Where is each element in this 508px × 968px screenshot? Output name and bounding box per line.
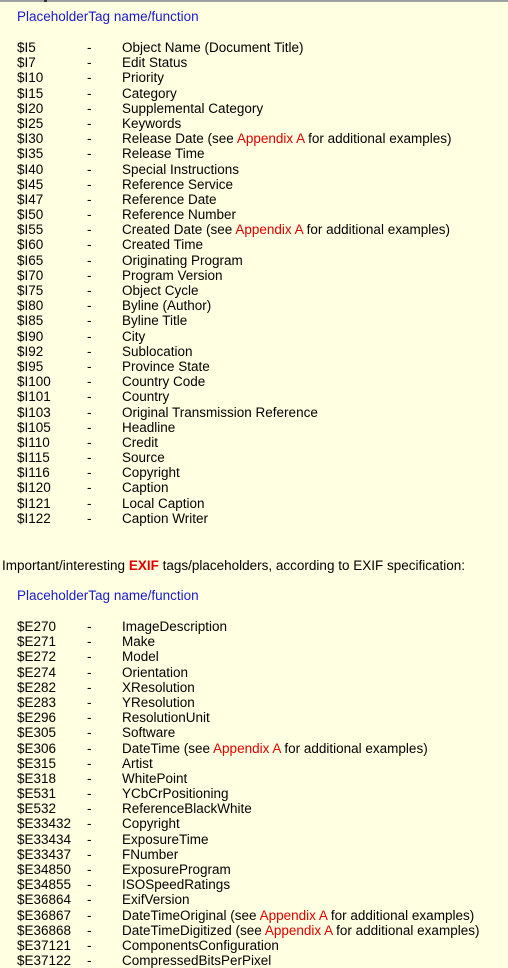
tag-separator: - bbox=[87, 146, 92, 162]
tag-description bbox=[122, 938, 279, 953]
tag-code: $I10 bbox=[17, 70, 44, 86]
tag-separator: - bbox=[87, 40, 92, 55]
tag-description bbox=[122, 389, 169, 404]
appendix-link[interactable]: Appendix A bbox=[259, 907, 328, 923]
tag-code: $I65 bbox=[17, 252, 44, 268]
tag-separator: - bbox=[87, 100, 92, 116]
tag-description-tail: for additional examples) bbox=[302, 222, 450, 238]
tag-description bbox=[122, 923, 479, 938]
tag-code: $I101 bbox=[17, 389, 51, 405]
tag-separator: - bbox=[87, 740, 92, 756]
exif-tag-list bbox=[0, 619, 508, 968]
tag-separator: - bbox=[87, 725, 92, 741]
tag-code: $I20 bbox=[17, 100, 44, 116]
tag-description-text: Category bbox=[122, 85, 177, 101]
tag-description bbox=[122, 237, 203, 252]
tag-separator: - bbox=[87, 907, 92, 923]
tag-description bbox=[122, 695, 195, 710]
tag-description-text: YResolution bbox=[122, 694, 195, 710]
tag-row bbox=[0, 420, 508, 435]
tag-separator: - bbox=[87, 237, 92, 253]
tag-row bbox=[0, 192, 508, 207]
tag-separator: - bbox=[87, 85, 92, 101]
tag-description bbox=[122, 649, 159, 664]
tag-description bbox=[122, 359, 210, 374]
tag-description-text: Reference Service bbox=[122, 176, 234, 192]
tag-code: $E283 bbox=[17, 694, 57, 710]
tag-description bbox=[122, 953, 271, 968]
tag-description-text: Supplemental Category bbox=[122, 100, 264, 116]
tag-code: $E315 bbox=[17, 755, 57, 771]
tag-code: $I120 bbox=[17, 480, 51, 496]
tag-description-text: Source bbox=[122, 450, 165, 466]
tag-row bbox=[0, 40, 508, 55]
tag-description-text: Reference Date bbox=[122, 191, 217, 207]
exif-intro-text bbox=[2, 558, 465, 574]
tag-separator: - bbox=[87, 892, 92, 908]
tag-code: $E296 bbox=[17, 710, 57, 726]
tag-description bbox=[122, 680, 195, 695]
tag-description bbox=[122, 374, 205, 389]
tag-separator: - bbox=[87, 404, 92, 420]
tag-separator: - bbox=[87, 619, 92, 634]
tag-description bbox=[122, 619, 227, 634]
tag-description bbox=[122, 480, 169, 495]
tag-separator: - bbox=[87, 252, 92, 268]
tag-description bbox=[122, 283, 199, 298]
tag-description bbox=[122, 847, 178, 862]
tag-row bbox=[0, 55, 508, 70]
tag-code: $I92 bbox=[17, 343, 44, 359]
tag-row bbox=[0, 847, 508, 862]
tag-separator: - bbox=[87, 328, 92, 344]
tag-description-text: Country Code bbox=[122, 374, 206, 390]
exif-intro-highlight: EXIF bbox=[128, 558, 159, 573]
tag-row bbox=[0, 938, 508, 953]
tag-row bbox=[0, 801, 508, 816]
tag-separator: - bbox=[87, 801, 92, 817]
tag-code: $E271 bbox=[17, 634, 57, 650]
tag-code: $I116 bbox=[17, 465, 50, 481]
tag-description-text: Orientation bbox=[122, 664, 189, 680]
tag-code: $I47 bbox=[17, 191, 44, 207]
tag-code: $E36864 bbox=[17, 892, 72, 908]
appendix-link[interactable]: Appendix A bbox=[213, 740, 281, 756]
tag-row bbox=[0, 480, 508, 495]
tag-description-text: ResolutionUnit bbox=[122, 710, 210, 726]
tag-row bbox=[0, 862, 508, 877]
tag-code: $I80 bbox=[17, 298, 44, 314]
tag-code: $E33437 bbox=[17, 846, 72, 862]
tag-separator: - bbox=[87, 176, 92, 192]
tag-description bbox=[122, 146, 205, 161]
tag-description-text: Byline (Author) bbox=[122, 298, 212, 314]
tag-code: $E318 bbox=[17, 770, 57, 786]
tag-description-text: Caption bbox=[122, 480, 169, 496]
tag-separator: - bbox=[87, 755, 92, 771]
tag-code: $I7 bbox=[17, 55, 36, 71]
tag-description bbox=[122, 801, 252, 816]
tag-row bbox=[0, 131, 508, 146]
tag-separator: - bbox=[87, 207, 92, 223]
tag-row bbox=[0, 680, 508, 695]
tag-code: $I30 bbox=[17, 131, 44, 147]
tag-description-text: Release Time bbox=[122, 146, 205, 162]
tag-code: $E33432 bbox=[17, 816, 72, 832]
tag-description-text: ExposureProgram bbox=[122, 862, 231, 877]
tag-separator: - bbox=[87, 450, 92, 466]
tag-description-text: Edit Status bbox=[122, 55, 188, 71]
tag-row bbox=[0, 253, 508, 268]
tag-code: $E34855 bbox=[17, 877, 72, 893]
tag-code: $E272 bbox=[17, 649, 57, 665]
tag-description-text: Caption Writer bbox=[122, 510, 209, 526]
tag-separator: - bbox=[87, 937, 92, 953]
appendix-link[interactable]: Appendix A bbox=[235, 222, 303, 238]
tag-code: $I110 bbox=[17, 434, 50, 450]
tag-code: $E36867 bbox=[17, 907, 72, 923]
tag-code: $E270 bbox=[17, 619, 57, 634]
tag-description bbox=[122, 862, 231, 877]
tag-description bbox=[122, 101, 263, 116]
tag-row bbox=[0, 374, 508, 389]
tag-separator: - bbox=[87, 191, 92, 207]
tag-description bbox=[122, 405, 318, 420]
tag-description bbox=[122, 222, 450, 237]
tag-row bbox=[0, 892, 508, 907]
tag-code: $E532 bbox=[17, 801, 57, 817]
tag-separator: - bbox=[87, 55, 92, 71]
tag-description-text: ExifVersion bbox=[122, 892, 190, 908]
tag-separator: - bbox=[87, 694, 92, 710]
tag-separator: - bbox=[87, 131, 92, 147]
tag-code: $I115 bbox=[17, 450, 50, 466]
tag-description-text: FNumber bbox=[122, 846, 179, 862]
tag-separator: - bbox=[87, 434, 92, 450]
tag-description bbox=[122, 450, 165, 465]
tag-description-text: Country bbox=[122, 389, 170, 405]
tag-separator: - bbox=[87, 298, 92, 314]
tag-description bbox=[122, 131, 451, 146]
tag-description bbox=[122, 892, 190, 907]
tag-separator: - bbox=[87, 786, 92, 802]
tag-row bbox=[0, 832, 508, 847]
tag-description bbox=[122, 634, 155, 649]
iptc-tag-list bbox=[0, 40, 508, 526]
tag-separator: - bbox=[87, 770, 92, 786]
tag-code: $I105 bbox=[17, 419, 51, 435]
tag-description bbox=[122, 177, 233, 192]
tag-description bbox=[122, 313, 187, 328]
tag-description-text: Priority bbox=[122, 70, 165, 86]
tag-separator: - bbox=[87, 161, 92, 177]
tag-description-text: Local Caption bbox=[122, 495, 205, 511]
tag-row bbox=[0, 207, 508, 222]
tag-separator: - bbox=[87, 267, 92, 283]
tag-description bbox=[122, 268, 223, 283]
tag-separator: - bbox=[87, 70, 92, 86]
tag-description-text: CompressedBitsPerPixel bbox=[122, 953, 272, 968]
tag-code: $E33434 bbox=[17, 831, 72, 847]
tag-description-text: Program Version bbox=[122, 267, 223, 283]
tag-code: $I35 bbox=[17, 146, 44, 162]
tag-description bbox=[122, 162, 239, 177]
tag-code: $I15 bbox=[17, 85, 44, 101]
tag-code: $I70 bbox=[17, 267, 44, 283]
tag-row bbox=[0, 741, 508, 756]
tag-description-text: Object Cycle bbox=[122, 283, 199, 298]
tag-separator: - bbox=[87, 862, 92, 877]
tag-description-text: Credit bbox=[122, 434, 159, 450]
tag-description-text: Province State bbox=[122, 358, 210, 374]
tag-row bbox=[0, 177, 508, 192]
tag-code: $E305 bbox=[17, 725, 57, 741]
tag-separator: - bbox=[87, 419, 92, 435]
tag-row bbox=[0, 435, 508, 450]
tag-separator: - bbox=[87, 343, 92, 359]
tag-description-text: ExposureTime bbox=[122, 831, 209, 847]
tag-row bbox=[0, 405, 508, 420]
tag-description bbox=[122, 496, 205, 511]
tag-description bbox=[122, 253, 243, 268]
tag-separator: - bbox=[87, 816, 92, 832]
tag-description-text: Byline Title bbox=[122, 313, 188, 329]
tag-description bbox=[122, 207, 236, 222]
tag-description-text: Model bbox=[122, 649, 159, 665]
tag-row bbox=[0, 116, 508, 131]
tag-row bbox=[0, 786, 508, 801]
tag-code: $E274 bbox=[17, 664, 57, 680]
tag-row bbox=[0, 710, 508, 725]
tag-row bbox=[0, 816, 508, 831]
tag-separator: - bbox=[87, 115, 92, 131]
tag-description-text: Original Transmission Reference bbox=[122, 404, 318, 420]
tag-description bbox=[122, 877, 230, 892]
tag-description bbox=[122, 116, 181, 131]
tag-description-text: Keywords bbox=[122, 115, 182, 131]
tag-description-text: Created Date (see bbox=[122, 222, 236, 238]
tag-description-text: DateTimeOriginal (see bbox=[122, 907, 260, 923]
tag-description bbox=[122, 665, 188, 680]
tag-row bbox=[0, 283, 508, 298]
tag-description-text: Originating Program bbox=[122, 252, 243, 268]
tag-description bbox=[122, 420, 175, 435]
tag-row bbox=[0, 313, 508, 328]
tag-description-text: WhitePoint bbox=[122, 770, 188, 786]
tag-row bbox=[0, 771, 508, 786]
tag-row bbox=[0, 162, 508, 177]
tag-description-text: Headline bbox=[122, 419, 176, 435]
tag-code: $E306 bbox=[17, 740, 57, 756]
tag-separator: - bbox=[87, 953, 92, 968]
tag-description bbox=[122, 465, 180, 480]
tag-description bbox=[122, 786, 229, 801]
tag-description-text: Object Name (Document Title) bbox=[122, 40, 304, 55]
tag-code: $I40 bbox=[17, 161, 44, 177]
tag-separator: - bbox=[87, 831, 92, 847]
tag-row bbox=[0, 877, 508, 892]
tag-description bbox=[122, 298, 211, 313]
tag-description-text: ISOSpeedRatings bbox=[122, 877, 231, 893]
tag-description-text: Sublocation bbox=[122, 343, 193, 359]
top-border bbox=[0, 0, 508, 2]
tag-description bbox=[122, 511, 208, 526]
tag-separator: - bbox=[87, 877, 92, 893]
tag-row bbox=[0, 86, 508, 101]
tag-row bbox=[0, 756, 508, 771]
tag-row bbox=[0, 923, 508, 938]
tag-code: $E36868 bbox=[17, 922, 72, 938]
tag-row bbox=[0, 237, 508, 252]
tag-code: $I95 bbox=[17, 358, 44, 374]
tag-code: $I45 bbox=[17, 176, 44, 192]
tag-code: $I100 bbox=[17, 374, 51, 390]
tag-row bbox=[0, 70, 508, 85]
tag-code: $I60 bbox=[17, 237, 44, 253]
tag-description-text: ReferenceBlackWhite bbox=[122, 801, 252, 817]
tag-row bbox=[0, 222, 508, 237]
iptc-table-header: PlaceholderTag name/function bbox=[17, 9, 199, 24]
tag-code: $I5 bbox=[17, 40, 36, 55]
tag-separator: - bbox=[87, 495, 92, 511]
tag-separator: - bbox=[87, 922, 92, 938]
tag-description-text: City bbox=[122, 328, 146, 344]
tag-code: $I103 bbox=[17, 404, 51, 420]
appendix-link[interactable]: Appendix A bbox=[264, 922, 333, 938]
tag-description-tail: for additional examples) bbox=[332, 922, 480, 938]
tag-row bbox=[0, 649, 508, 664]
tag-separator: - bbox=[87, 634, 92, 650]
tag-code: $I25 bbox=[17, 115, 44, 131]
tag-separator: - bbox=[87, 222, 92, 238]
tag-description-text: Copyright bbox=[122, 465, 180, 481]
tag-row bbox=[0, 389, 508, 404]
tag-row bbox=[0, 511, 508, 526]
tag-description bbox=[122, 725, 175, 740]
tag-description bbox=[122, 86, 177, 101]
tag-description bbox=[122, 741, 428, 756]
tag-code: $E37121 bbox=[17, 937, 72, 953]
tag-row bbox=[0, 146, 508, 161]
tag-description-tail: for additional examples) bbox=[327, 907, 475, 923]
tag-description-text: Software bbox=[122, 725, 176, 741]
tag-row bbox=[0, 298, 508, 313]
tag-code: $E34850 bbox=[17, 862, 72, 877]
tag-description-text: Release Date (see bbox=[122, 131, 237, 147]
tag-separator: - bbox=[87, 510, 92, 526]
tag-description bbox=[122, 40, 304, 55]
tag-separator: - bbox=[87, 283, 92, 298]
tag-row bbox=[0, 344, 508, 359]
tag-separator: - bbox=[87, 679, 92, 695]
tag-description-text: Created Time bbox=[122, 237, 204, 253]
tag-description-tail: for additional examples) bbox=[304, 131, 452, 147]
tag-row bbox=[0, 908, 508, 923]
tag-row bbox=[0, 725, 508, 740]
tag-row bbox=[0, 665, 508, 680]
tag-description-text: YCbCrPositioning bbox=[122, 786, 229, 802]
tag-code: $I50 bbox=[17, 207, 44, 223]
tag-description-tail: for additional examples) bbox=[280, 740, 428, 756]
exif-intro-after: tags/placeholders, according to EXIF specification: bbox=[158, 558, 466, 573]
tag-code: $I122 bbox=[17, 510, 51, 526]
tag-description-text: XResolution bbox=[122, 679, 195, 695]
tag-description bbox=[122, 344, 193, 359]
tag-separator: - bbox=[87, 313, 92, 329]
tag-row bbox=[0, 465, 508, 480]
tag-row bbox=[0, 268, 508, 283]
tag-description-text: Special Instructions bbox=[122, 161, 240, 177]
tag-description-text: ImageDescription bbox=[122, 619, 228, 634]
exif-intro-before: Important/interesting bbox=[2, 558, 129, 573]
tag-code: $E282 bbox=[17, 679, 57, 695]
tag-separator: - bbox=[87, 664, 92, 680]
appendix-link[interactable]: Appendix A bbox=[236, 131, 305, 147]
tag-code: $I85 bbox=[17, 313, 44, 329]
tag-description bbox=[122, 55, 187, 70]
tag-row bbox=[0, 450, 508, 465]
tag-description-text: ComponentsConfiguration bbox=[122, 937, 279, 953]
tag-description-text: Artist bbox=[122, 755, 153, 771]
tag-description bbox=[122, 710, 210, 725]
tag-code: $I55 bbox=[17, 222, 44, 238]
tag-separator: - bbox=[87, 389, 92, 405]
tag-description-text: Copyright bbox=[122, 816, 180, 832]
tag-row bbox=[0, 359, 508, 374]
tag-separator: - bbox=[87, 480, 92, 496]
tag-description bbox=[122, 816, 180, 831]
tag-row bbox=[0, 695, 508, 710]
tag-description bbox=[122, 329, 145, 344]
tag-separator: - bbox=[87, 374, 92, 390]
tag-description-text: Reference Number bbox=[122, 207, 237, 223]
tag-separator: - bbox=[87, 649, 92, 665]
tag-description bbox=[122, 756, 153, 771]
tag-description-text: DateTimeDigitized (see bbox=[122, 922, 265, 938]
tag-description bbox=[122, 70, 164, 85]
tag-description bbox=[122, 192, 217, 207]
tag-code: $I75 bbox=[17, 283, 44, 298]
tag-code: $I90 bbox=[17, 328, 44, 344]
tag-row bbox=[0, 634, 508, 649]
tag-description-text: Make bbox=[122, 634, 156, 650]
tag-code: $I121 bbox=[17, 495, 51, 511]
tag-row bbox=[0, 496, 508, 511]
tag-description bbox=[122, 435, 158, 450]
tag-row bbox=[0, 953, 508, 968]
tag-description bbox=[122, 832, 209, 847]
tag-row bbox=[0, 101, 508, 116]
tag-description-text: DateTime (see bbox=[122, 740, 214, 756]
tag-code: $E531 bbox=[17, 786, 57, 802]
tag-separator: - bbox=[87, 358, 92, 374]
tag-separator: - bbox=[87, 465, 92, 481]
tag-row bbox=[0, 329, 508, 344]
tag-description bbox=[122, 771, 187, 786]
tag-row bbox=[0, 619, 508, 634]
exif-table-header: PlaceholderTag name/function bbox=[17, 588, 199, 603]
tag-separator: - bbox=[87, 710, 92, 726]
tag-code: $E37122 bbox=[17, 953, 72, 968]
tag-separator: - bbox=[87, 846, 92, 862]
tag-description bbox=[122, 908, 474, 923]
